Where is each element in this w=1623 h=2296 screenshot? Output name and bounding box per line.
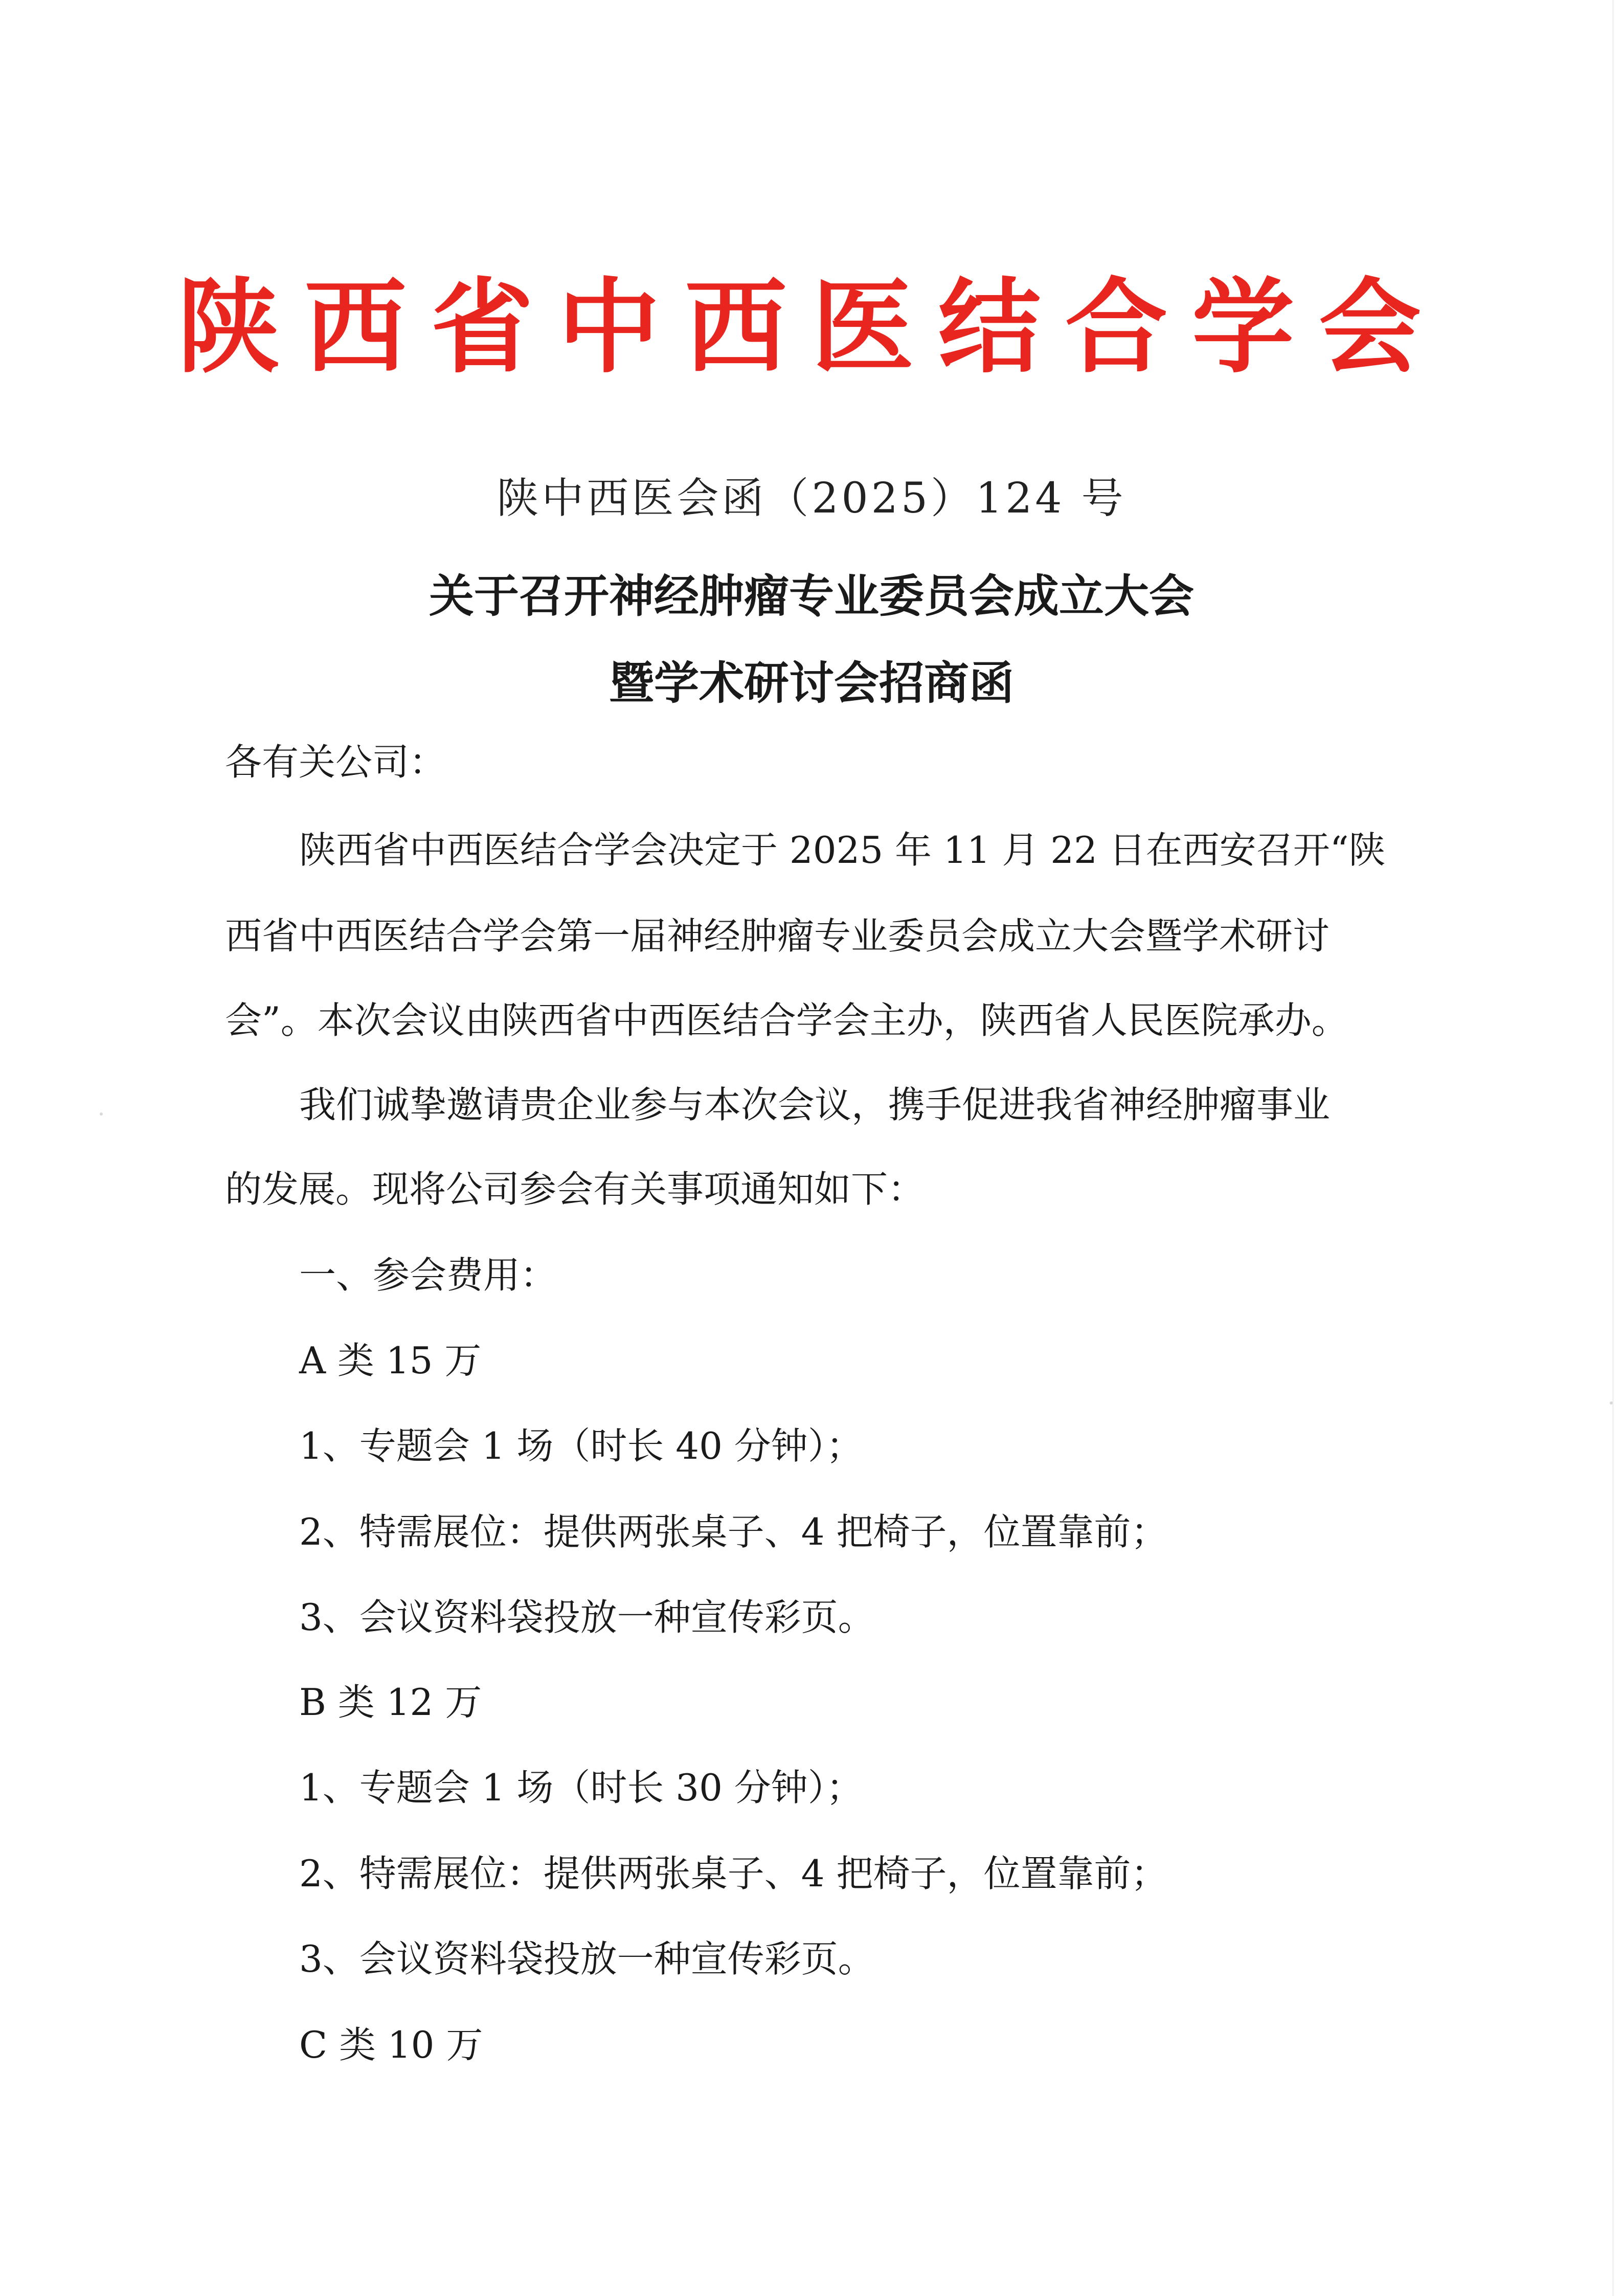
tier-b-label: B 类 12 万 bbox=[299, 1681, 482, 1724]
document-title-line2: 暨学术研讨会招商函 bbox=[608, 656, 1014, 709]
scan-speck bbox=[1610, 1401, 1613, 1405]
paragraph2-line2: 的发展。现将公司参会有关事项通知如下： bbox=[225, 1168, 925, 1211]
section1-heading: 一、参会费用： bbox=[299, 1254, 557, 1297]
document-title-line1: 关于召开神经肿瘤专业委员会成立大会 bbox=[429, 569, 1194, 622]
tier-a-item3: 3、会议资料袋投放一种宣传彩页。 bbox=[299, 1596, 875, 1639]
letterhead-organization: 陕西省中西医结合学会 bbox=[177, 267, 1446, 387]
paragraph1-line3: 会”。本次会议由陕西省中西医结合学会主办，陕西省人民医院承办。 bbox=[225, 999, 1348, 1042]
tier-b-item3: 3、会议资料袋投放一种宣传彩页。 bbox=[299, 1937, 875, 1980]
tier-b-item1: 1、专题会 1 场（时长 30 分钟）； bbox=[299, 1766, 863, 1809]
paragraph1-line1: 陕西省中西医结合学会决定于 2025 年 11 月 22 日在西安召开“陕 bbox=[299, 829, 1386, 872]
tier-c-label: C 类 10 万 bbox=[299, 2023, 483, 2066]
scan-speck bbox=[100, 1112, 103, 1116]
paragraph2-line1: 我们诚挚邀请贵企业参与本次会议，携手促进我省神经肿瘤事业 bbox=[299, 1083, 1331, 1126]
tier-a-item2: 2、特需展位：提供两张桌子、4 把椅子，位置靠前； bbox=[299, 1510, 1168, 1553]
document-number: 陕中西医会函（2025）124 号 bbox=[497, 474, 1126, 523]
tier-a-label: A 类 15 万 bbox=[299, 1339, 482, 1382]
tier-b-item2: 2、特需展位：提供两张桌子、4 把椅子，位置靠前； bbox=[299, 1852, 1168, 1895]
paragraph1-line2: 西省中西医结合学会第一届神经肿瘤专业委员会成立大会暨学术研讨 bbox=[225, 915, 1330, 957]
tier-a-item1: 1、专题会 1 场（时长 40 分钟）； bbox=[299, 1424, 863, 1467]
salutation: 各有关公司： bbox=[225, 741, 446, 784]
